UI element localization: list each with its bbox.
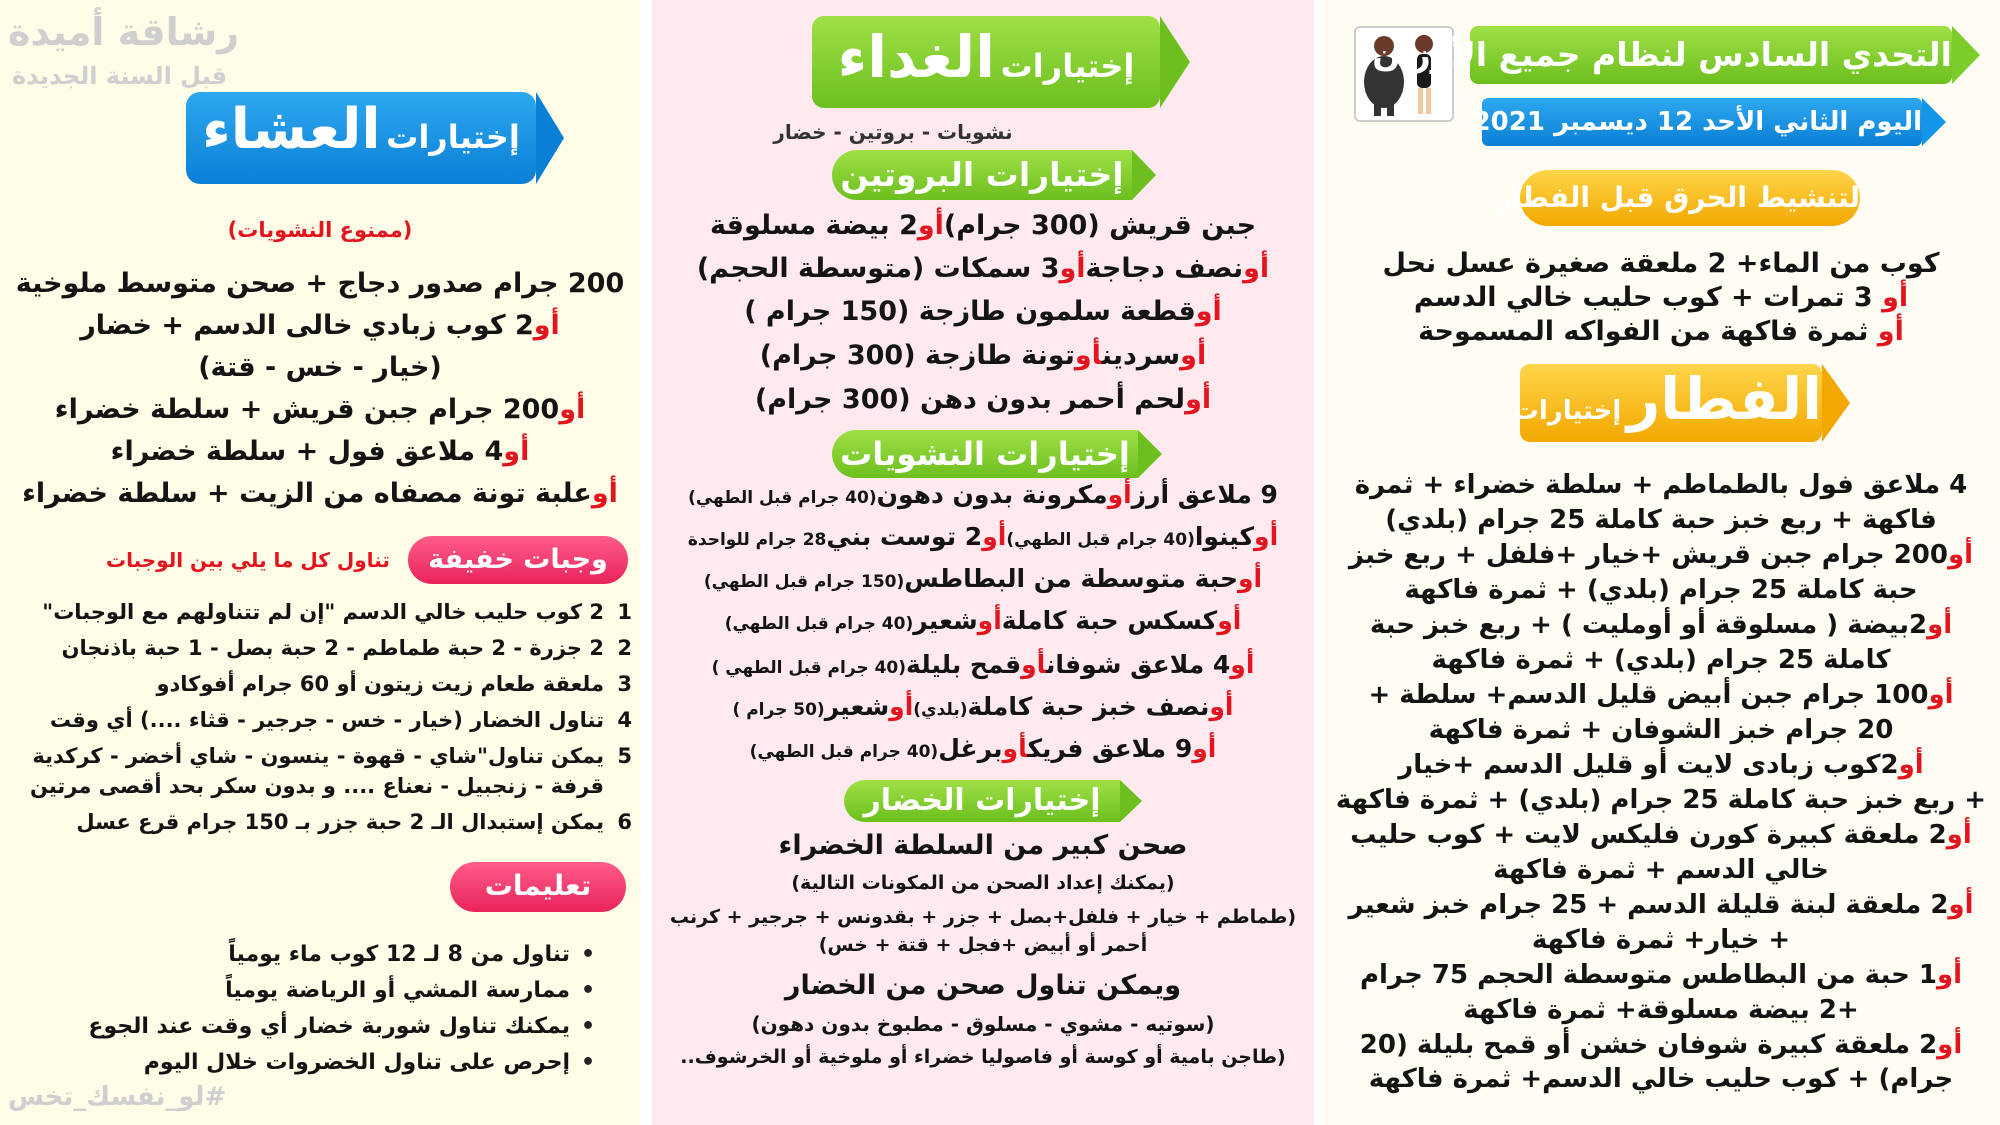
snack-text: قرفة - زنجبيل - نعناع .... و بدون سكر بحد أقصى مرتين (29, 774, 604, 798)
line-text: +2 بيضة مسلوقة+ ثمرة فاكهة (1463, 995, 1859, 1025)
breakfast-line (1322, 575, 2000, 605)
protein-banner (832, 150, 1132, 200)
option-a: كينوا (1194, 522, 1255, 551)
challenge-title-banner (1372, 26, 1952, 84)
option-note: 28 جرام للواحدة (687, 530, 827, 550)
pre-breakfast-title: لتنشيط الحرق قبل الفطار (1495, 181, 1860, 214)
item-text: كوب من الماء+ 2 ملعقة صغيرة عسل نحل (1382, 248, 1940, 279)
option-a: نصف خبز حبة كاملة (967, 692, 1210, 721)
breakfast-line (1322, 645, 2000, 675)
pre-breakfast-item (1322, 248, 2000, 279)
snack-item (6, 774, 604, 798)
snack-item (6, 744, 632, 768)
veg-banner (844, 780, 1120, 822)
veg-line: (سوتيه - مشوي - مسلوق - مطبوخ بدون دهون) (751, 1012, 1215, 1036)
snack-text: 2 كوب حليب خالي الدسم "إن لم تتناولهم مع الوجبات" (42, 600, 604, 624)
dinner-banner (186, 92, 536, 184)
dinner-line (0, 268, 640, 299)
banner-tip (1160, 16, 1190, 108)
banner-tip (536, 92, 564, 184)
or-word: أو (1107, 480, 1132, 509)
breakfast-line (1322, 680, 2000, 710)
option-b: 3 سمكات (متوسطة الحجم) (696, 253, 1060, 284)
dinner-column (0, 0, 640, 1125)
dinner-title-big: العشاء (202, 97, 381, 162)
option-a: كسكس حبة كاملة (1001, 606, 1218, 635)
line-text: كاملة 25 جرام (بلدي) + ثمرة فاكهة (1431, 645, 1891, 675)
banner-tip (1138, 430, 1162, 478)
or-prefix: أو (1243, 253, 1270, 284)
option-b: 2 بيضة مسلوقة (709, 210, 918, 241)
day-banner (1472, 98, 1922, 146)
option-note: (150 جرام قبل الطهي) (703, 572, 905, 592)
or-prefix: أو (1237, 564, 1263, 593)
protein-line (652, 384, 1314, 415)
or-prefix: أو (1882, 282, 1909, 313)
snack-number: 2 (617, 636, 632, 660)
banner-tip (1952, 26, 1980, 84)
watermark-top: رشاقة أميدة (8, 10, 240, 54)
snacks-title: وجبات خفيفة (428, 544, 608, 575)
breakfast-line (1322, 960, 2000, 990)
carbs-line (652, 564, 1314, 593)
breakfast-line (1322, 610, 2000, 640)
or-prefix: أو (1927, 610, 1953, 640)
dinner-line (0, 394, 640, 425)
or-prefix: أو (1946, 820, 1972, 850)
line-text: + ربع خبز حبة كاملة 25 جرام (بلدي) + ثمرة فاكهة (1335, 785, 1987, 815)
or-prefix: أو (1209, 692, 1234, 721)
line-text: 100 جرام جبن أبيض قليل الدسم+ سلطة + (1368, 680, 1929, 710)
line-text: 200 جرام جبن قريش +خيار +فلفل + ربع خبز (1348, 540, 1948, 570)
or-prefix: أو (1217, 606, 1242, 635)
day-line: اليوم الثاني الأحد 12 ديسمبر 2021 (1472, 107, 1922, 137)
option-note: (50 جرام ) (732, 700, 825, 720)
line-text: (خيار - خس - قتة) (198, 352, 442, 383)
snack-item (6, 600, 632, 624)
line-text: حبة كاملة 25 جرام (بلدي) + ثمرة فاكهة (1404, 575, 1918, 605)
snack-item (6, 810, 632, 834)
dinner-title-small: إختيارات (386, 118, 520, 156)
line-text: جرام) + كوب حليب خالي الدسم+ ثمرة فاكهة (1368, 1064, 1954, 1094)
line-text: 2كوب زبادى لايت أو قليل الدسم +خيار (1398, 750, 1899, 780)
dinner-line (0, 436, 640, 467)
veg-line: (طاجن بامية أو كوسة أو فاصوليا خضراء أو ملوخية أو الخرشوف.. (680, 1046, 1286, 1068)
option-a: لحم أحمر بدون دهن (300 جرام) (754, 384, 1186, 415)
dinner-line (0, 352, 640, 383)
pre-breakfast-item (1322, 282, 2000, 313)
breakfast-title-big: الفطار (1626, 365, 1822, 433)
protein-line (652, 253, 1314, 284)
challenge-title: التحدي السادس لنظام جميع الأوزان (1372, 35, 1952, 74)
or-prefix: أو (1195, 296, 1222, 327)
or-word: أو (977, 606, 1002, 635)
breakfast-line (1322, 505, 2000, 535)
line-text: 200 جرام جبن قريش + سلطة خضراء (54, 394, 560, 425)
option-a: قطعة سلمون طازجة (150 جرام ) (744, 296, 1196, 327)
protein-title: إختيارات البروتين (840, 155, 1124, 194)
option-a: 4 ملاعق شوفان (1046, 650, 1231, 679)
banner-tip (1132, 150, 1156, 200)
protein-line (652, 296, 1314, 327)
line-text: 2 ملعقة كبيرة شوفان خشن أو قمح بليلة (20 (1359, 1030, 1938, 1060)
instructions-title: تعليمات (484, 869, 592, 902)
snack-item (6, 636, 632, 660)
snacks-note: تناول كل ما يلي بين الوجبات (106, 548, 390, 572)
option-a: حبة متوسطة من البطاطس (904, 564, 1238, 593)
option-b: مكرونة بدون دهون (876, 480, 1108, 509)
line-text: + خيار+ ثمرة فاكهة (1531, 925, 1791, 955)
breakfast-line (1322, 750, 2000, 780)
carbs-line (652, 480, 1314, 509)
veg-title: إختيارات الخضار (863, 783, 1101, 818)
carbs-line (652, 692, 1314, 721)
option-note: (40 جرام قبل الطهي ) (711, 658, 907, 678)
snacks-banner (408, 536, 628, 584)
lunch-column (652, 0, 1314, 1125)
or-prefix: أو (559, 394, 586, 425)
carbs-line (652, 606, 1314, 635)
veg-line: صحن كبير من السلطة الخضراء (778, 830, 1188, 861)
option-a: 9 ملاعق أرز (1131, 480, 1278, 509)
or-prefix: أو (1948, 890, 1974, 920)
snack-text: 2 جزرة - 2 حبة طماطم - 2 حبة بصل - 1 حبة باذنجان (61, 636, 604, 660)
or-prefix: أو (1898, 750, 1924, 780)
option-b: 2 توست بني (826, 522, 983, 551)
veg-line: أحمر أو أبيض +فجل + قتة + خس) (818, 934, 1148, 956)
breakfast-line (1322, 820, 2000, 850)
line-text: 4 ملاعق فول بالطماطم + سلطة خضراء + ثمرة (1354, 470, 1968, 500)
lunch-banner (812, 16, 1160, 108)
option-note: (40 جرام قبل الطهي) (724, 614, 914, 634)
protein-line (652, 340, 1314, 371)
line-text: فاكهة + ربع خبز حبة كاملة 25 جرام (بلدي) (1385, 505, 1937, 535)
snack-item (6, 708, 632, 732)
veg-line: ويمكن تناول صحن من الخضار (784, 970, 1182, 1001)
snack-number: 3 (617, 672, 632, 696)
pre-breakfast-item (1322, 316, 2000, 347)
or-prefix: أو (1180, 340, 1207, 371)
item-text: 3 تمرات + كوب حليب خالي الدسم (1413, 282, 1873, 313)
line-text: 4 ملاعق فول + سلطة خضراء (110, 436, 504, 467)
or-prefix: أو (1928, 680, 1954, 710)
snack-number: 6 (617, 810, 632, 834)
or-prefix: أو (533, 310, 560, 341)
or-prefix: أو (1185, 384, 1212, 415)
instruction-item: • يمكنك تناول شوربة خضار أي وقت عند الجوع (0, 1014, 570, 1039)
breakfast-column (1322, 0, 2000, 1125)
breakfast-line (1322, 785, 2000, 815)
breakfast-line (1322, 540, 2000, 570)
breakfast-line (1322, 855, 2000, 885)
snack-text: ملعقة طعام زيت زيتون أو 60 جرام أفوكادو (156, 672, 604, 696)
no-carbs-note: (ممنوع النشويات) (227, 218, 413, 242)
or-word: أو (889, 692, 914, 721)
option-note: (40 جرام قبل الطهي) (749, 742, 939, 762)
carbs-line (652, 522, 1314, 551)
breakfast-line (1322, 715, 2000, 745)
option-note: (بلدي) (913, 700, 968, 720)
pre-breakfast-banner (1495, 170, 1860, 226)
line-text: 1 حبة من البطاطس متوسطة الحجم 75 جرام (1359, 960, 1937, 990)
snack-number: 5 (617, 744, 632, 768)
snack-item (6, 672, 632, 696)
or-prefix: أو (1936, 960, 1963, 990)
snack-text: تناول الخضار (خيار - خس - جرجير - قثاء ....) أي وقت (49, 708, 604, 732)
dinner-line (0, 310, 640, 341)
or-word: أو (1002, 734, 1028, 763)
option-a: جبن قريش (300 جرام) (943, 210, 1257, 241)
protein-line (652, 210, 1314, 241)
lunch-title-big: الغداء (837, 23, 996, 91)
or-word: أو (1059, 253, 1086, 284)
hashtag-watermark: #لو_نفسك_تخس (8, 1082, 227, 1112)
or-word: أو (1074, 340, 1102, 371)
or-prefix: أو (1937, 1030, 1963, 1060)
breakfast-title-small: إختيارات (1512, 396, 1622, 426)
option-note: (40 جرام قبل الطهي) (1006, 530, 1195, 550)
line-text: 2 كوب زبادي خالى الدسم + خضار (80, 310, 534, 341)
veg-line: (طماطم + خيار + فلفل+بصل + جزر + بقدونس + جرجير + كرنب (669, 906, 1297, 928)
option-b: شعير (913, 606, 978, 635)
or-prefix: أو (1192, 734, 1217, 763)
breakfast-line (1322, 925, 2000, 955)
line-text: 20 جرام خبز الشوفان + ثمرة فاكهة (1428, 715, 1894, 745)
instructions-banner (450, 862, 626, 912)
line-text: 2 ملعقة لبنة قليلة الدسم + 25 جرام خبز شعير (1348, 890, 1949, 920)
line-text: 2بيضة ( مسلوقة أو أومليت ) + ربع خبز حبة (1369, 610, 1928, 640)
lunch-subtitle: نشويات - بروتين - خضار (773, 120, 1013, 144)
lunch-title-small: إختيارات (1000, 47, 1135, 85)
breakfast-line (1322, 1064, 2000, 1094)
breakfast-line (1322, 995, 2000, 1025)
snack-number: 1 (617, 600, 632, 624)
instruction-item: • ممارسة المشي أو الرياضة يومياً (0, 978, 570, 1003)
line-text: 200 جرام صدور دجاج + صحن متوسط ملوخية (15, 268, 625, 299)
line-text: 2 ملعقة كبيرة كورن فليكس لايت + كوب حليب (1350, 820, 1947, 850)
option-b: تونة طازجة (300 جرام) (759, 340, 1075, 371)
line-text: خالي الدسم + ثمرة فاكهة (1493, 855, 1829, 885)
option-a: سردين (1101, 340, 1181, 371)
breakfast-line (1322, 470, 2000, 500)
or-prefix: أو (503, 436, 530, 467)
option-a: نصف دجاجة (1085, 253, 1244, 284)
dinner-line (0, 478, 640, 509)
carbs-title: إختيارات النشويات (840, 435, 1130, 473)
or-prefix: أو (1230, 650, 1255, 679)
option-b: قمح بليلة (906, 650, 1022, 679)
banner-tip (1922, 98, 1946, 146)
breakfast-banner (1512, 364, 1822, 442)
option-a: 9 ملاعق فريك (1027, 734, 1193, 763)
option-note: (40 جرام قبل الطهي) (688, 488, 877, 508)
line-text: علبة تونة مصفاه من الزيت + سلطة خضراء (22, 478, 592, 509)
or-word: أو (982, 522, 1007, 551)
instruction-item: • إحرص على تناول الخضروات خلال اليوم (0, 1050, 570, 1075)
breakfast-line (1322, 890, 2000, 920)
banner-tip (1120, 780, 1142, 822)
veg-line: (يمكنك إعداد الصحن من المكونات التالية) (791, 872, 1175, 894)
carbs-line (652, 650, 1314, 679)
breakfast-line (1322, 1030, 2000, 1060)
banner-tip (1822, 364, 1850, 442)
carbs-line (652, 734, 1314, 763)
or-prefix: أو (1877, 316, 1904, 347)
or-prefix: أو (591, 478, 618, 509)
instruction-item: • تناول من 8 لـ 12 كوب ماء يومياً (0, 942, 570, 967)
item-text: ثمرة فاكهة من الفواكه المسموحة (1418, 316, 1869, 347)
snack-text: يمكن تناول"شاي - قهوة - ينسون - شاي أخضر - كركدية (32, 744, 604, 768)
snack-text: يمكن إستبدال الـ 2 حبة جزر بـ 150 جرام قرع عسل (76, 810, 604, 834)
or-prefix: أو (1947, 540, 1974, 570)
watermark-sub: قبل السنة الجديدة (12, 62, 228, 90)
carbs-banner (832, 430, 1138, 478)
option-b: شعير (824, 692, 890, 721)
or-prefix: أو (1254, 522, 1279, 551)
or-word: أو (917, 210, 944, 241)
option-b: برغل (938, 734, 1003, 763)
snack-number: 4 (617, 708, 632, 732)
or-word: أو (1021, 650, 1046, 679)
